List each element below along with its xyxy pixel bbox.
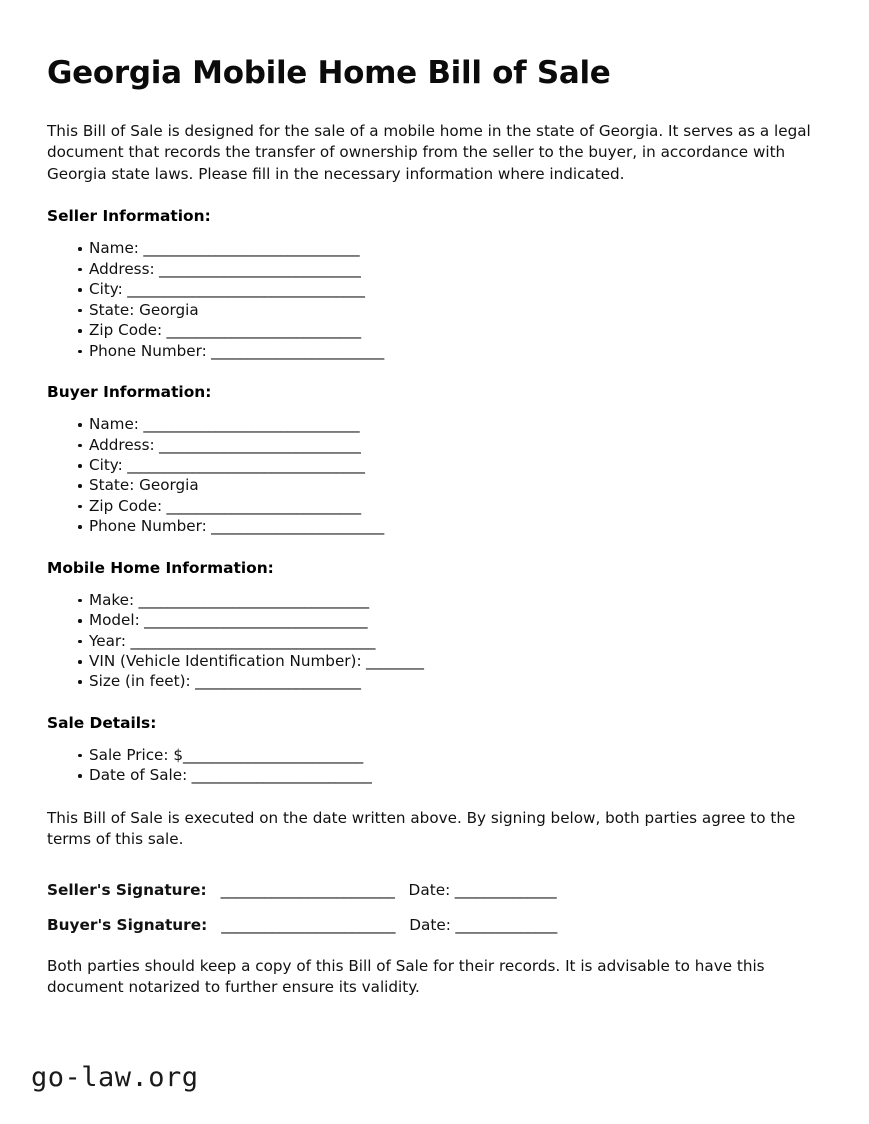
document-content bbox=[47, 56, 822, 1021]
site-watermark: go-law.org bbox=[31, 1062, 199, 1093]
intro-paragraph: This Bill of Sale is designed for the sale of a mobile home in the state of Georgia. It serves as a legal document that records the transfer of ownership from the seller to the buyer, in accordance with Georgia state laws. Please fill in the necessary information where indicated. bbox=[47, 121, 811, 183]
field-blank[interactable]: _________________________ bbox=[183, 745, 363, 764]
field-label: Name: bbox=[89, 239, 139, 258]
field-value: Georgia bbox=[134, 300, 199, 319]
execution-paragraph: This Bill of Sale is executed on the date written above. By signing below, both parties agree to the terms of this sale. bbox=[47, 808, 796, 849]
list-item bbox=[47, 238, 822, 258]
list-item bbox=[47, 671, 822, 691]
field-label: Year: bbox=[89, 631, 127, 650]
seller-information-list bbox=[47, 238, 822, 361]
field-blank[interactable]: ___________________________ bbox=[162, 496, 361, 515]
list-item bbox=[47, 651, 822, 671]
field-blank[interactable]: ________ bbox=[361, 652, 424, 671]
signature-spacer bbox=[47, 873, 822, 880]
sale-details-heading: Sale Details: bbox=[47, 713, 157, 732]
seller-date-line[interactable]: ______________ bbox=[450, 880, 557, 899]
list-item bbox=[47, 300, 822, 320]
buyer-information-heading: Buyer Information: bbox=[47, 383, 212, 402]
seller-signature-row bbox=[47, 880, 822, 901]
list-item bbox=[47, 516, 822, 536]
field-blank[interactable]: ________________________________ bbox=[134, 590, 369, 609]
list-item bbox=[47, 590, 822, 610]
list-item bbox=[47, 745, 822, 765]
list-item bbox=[47, 341, 822, 361]
seller-signature-line[interactable]: ________________________ bbox=[220, 880, 395, 899]
field-label: Address: bbox=[89, 259, 155, 278]
buyer-date-line[interactable]: ______________ bbox=[450, 916, 557, 935]
field-label: Model: bbox=[89, 611, 140, 630]
list-item bbox=[47, 475, 822, 495]
field-label: VIN (Vehicle Identification Number): bbox=[89, 652, 362, 671]
buyer-signature-line[interactable]: ________________________ bbox=[221, 916, 396, 935]
buyer-signature-label: Buyer's Signature: bbox=[47, 916, 208, 935]
page-title: Georgia Mobile Home Bill of Sale bbox=[47, 55, 611, 91]
field-label: State: bbox=[89, 476, 135, 495]
field-label: Phone Number: bbox=[89, 341, 207, 360]
closing-paragraph: Both parties should keep a copy of this Bill of Sale for their records. It is advisable to have this document notarized to further ensure its validity. bbox=[47, 956, 765, 997]
field-blank[interactable]: ____________________________ bbox=[154, 259, 361, 278]
buyer-information-list bbox=[47, 414, 822, 537]
field-label: Zip Code: bbox=[89, 321, 163, 340]
field-label: Address: bbox=[89, 435, 155, 454]
list-item bbox=[47, 414, 822, 434]
field-label: Sale Price: $ bbox=[89, 745, 183, 764]
mobile-home-information-list bbox=[47, 590, 822, 692]
field-blank[interactable]: _______________________________ bbox=[139, 611, 368, 630]
field-label: Make: bbox=[89, 590, 135, 609]
field-blank[interactable]: _________________________________ bbox=[122, 280, 365, 299]
field-label: Zip Code: bbox=[89, 496, 163, 515]
field-label: City: bbox=[89, 455, 123, 474]
field-value: Georgia bbox=[134, 476, 199, 495]
seller-signature-label: Seller's Signature: bbox=[47, 880, 207, 899]
field-blank[interactable]: ________________________ bbox=[206, 341, 384, 360]
field-label: State: bbox=[89, 300, 135, 319]
list-item bbox=[47, 279, 822, 299]
field-label: Phone Number: bbox=[89, 517, 207, 536]
list-item bbox=[47, 610, 822, 630]
field-blank[interactable]: ________________________ bbox=[206, 517, 384, 536]
field-blank[interactable]: ______________________________ bbox=[138, 415, 360, 434]
field-label: Size (in feet): bbox=[89, 672, 191, 691]
buyer-signature-row bbox=[47, 915, 822, 936]
list-item bbox=[47, 631, 822, 651]
seller-date-label: Date: bbox=[408, 880, 451, 899]
field-blank[interactable]: _______________________ bbox=[190, 672, 361, 691]
list-item bbox=[47, 455, 822, 475]
mobile-home-information-heading: Mobile Home Information: bbox=[47, 558, 274, 577]
list-item bbox=[47, 320, 822, 340]
field-blank[interactable]: ____________________________ bbox=[154, 435, 361, 454]
seller-information-heading: Seller Information: bbox=[47, 207, 211, 226]
buyer-date-label: Date: bbox=[409, 916, 451, 935]
field-label: Name: bbox=[89, 415, 139, 434]
field-label: City: bbox=[89, 280, 123, 299]
field-blank[interactable]: __________________________________ bbox=[126, 631, 376, 650]
field-label: Date of Sale: bbox=[89, 766, 188, 785]
list-item bbox=[47, 435, 822, 455]
field-blank[interactable]: _________________________________ bbox=[122, 455, 365, 474]
sale-details-list bbox=[47, 745, 822, 786]
list-item bbox=[47, 496, 822, 516]
field-blank[interactable]: ___________________________ bbox=[162, 321, 361, 340]
list-item bbox=[47, 259, 822, 279]
field-blank[interactable]: ______________________________ bbox=[138, 239, 360, 258]
list-item bbox=[47, 765, 822, 785]
field-blank[interactable]: _________________________ bbox=[187, 766, 372, 785]
